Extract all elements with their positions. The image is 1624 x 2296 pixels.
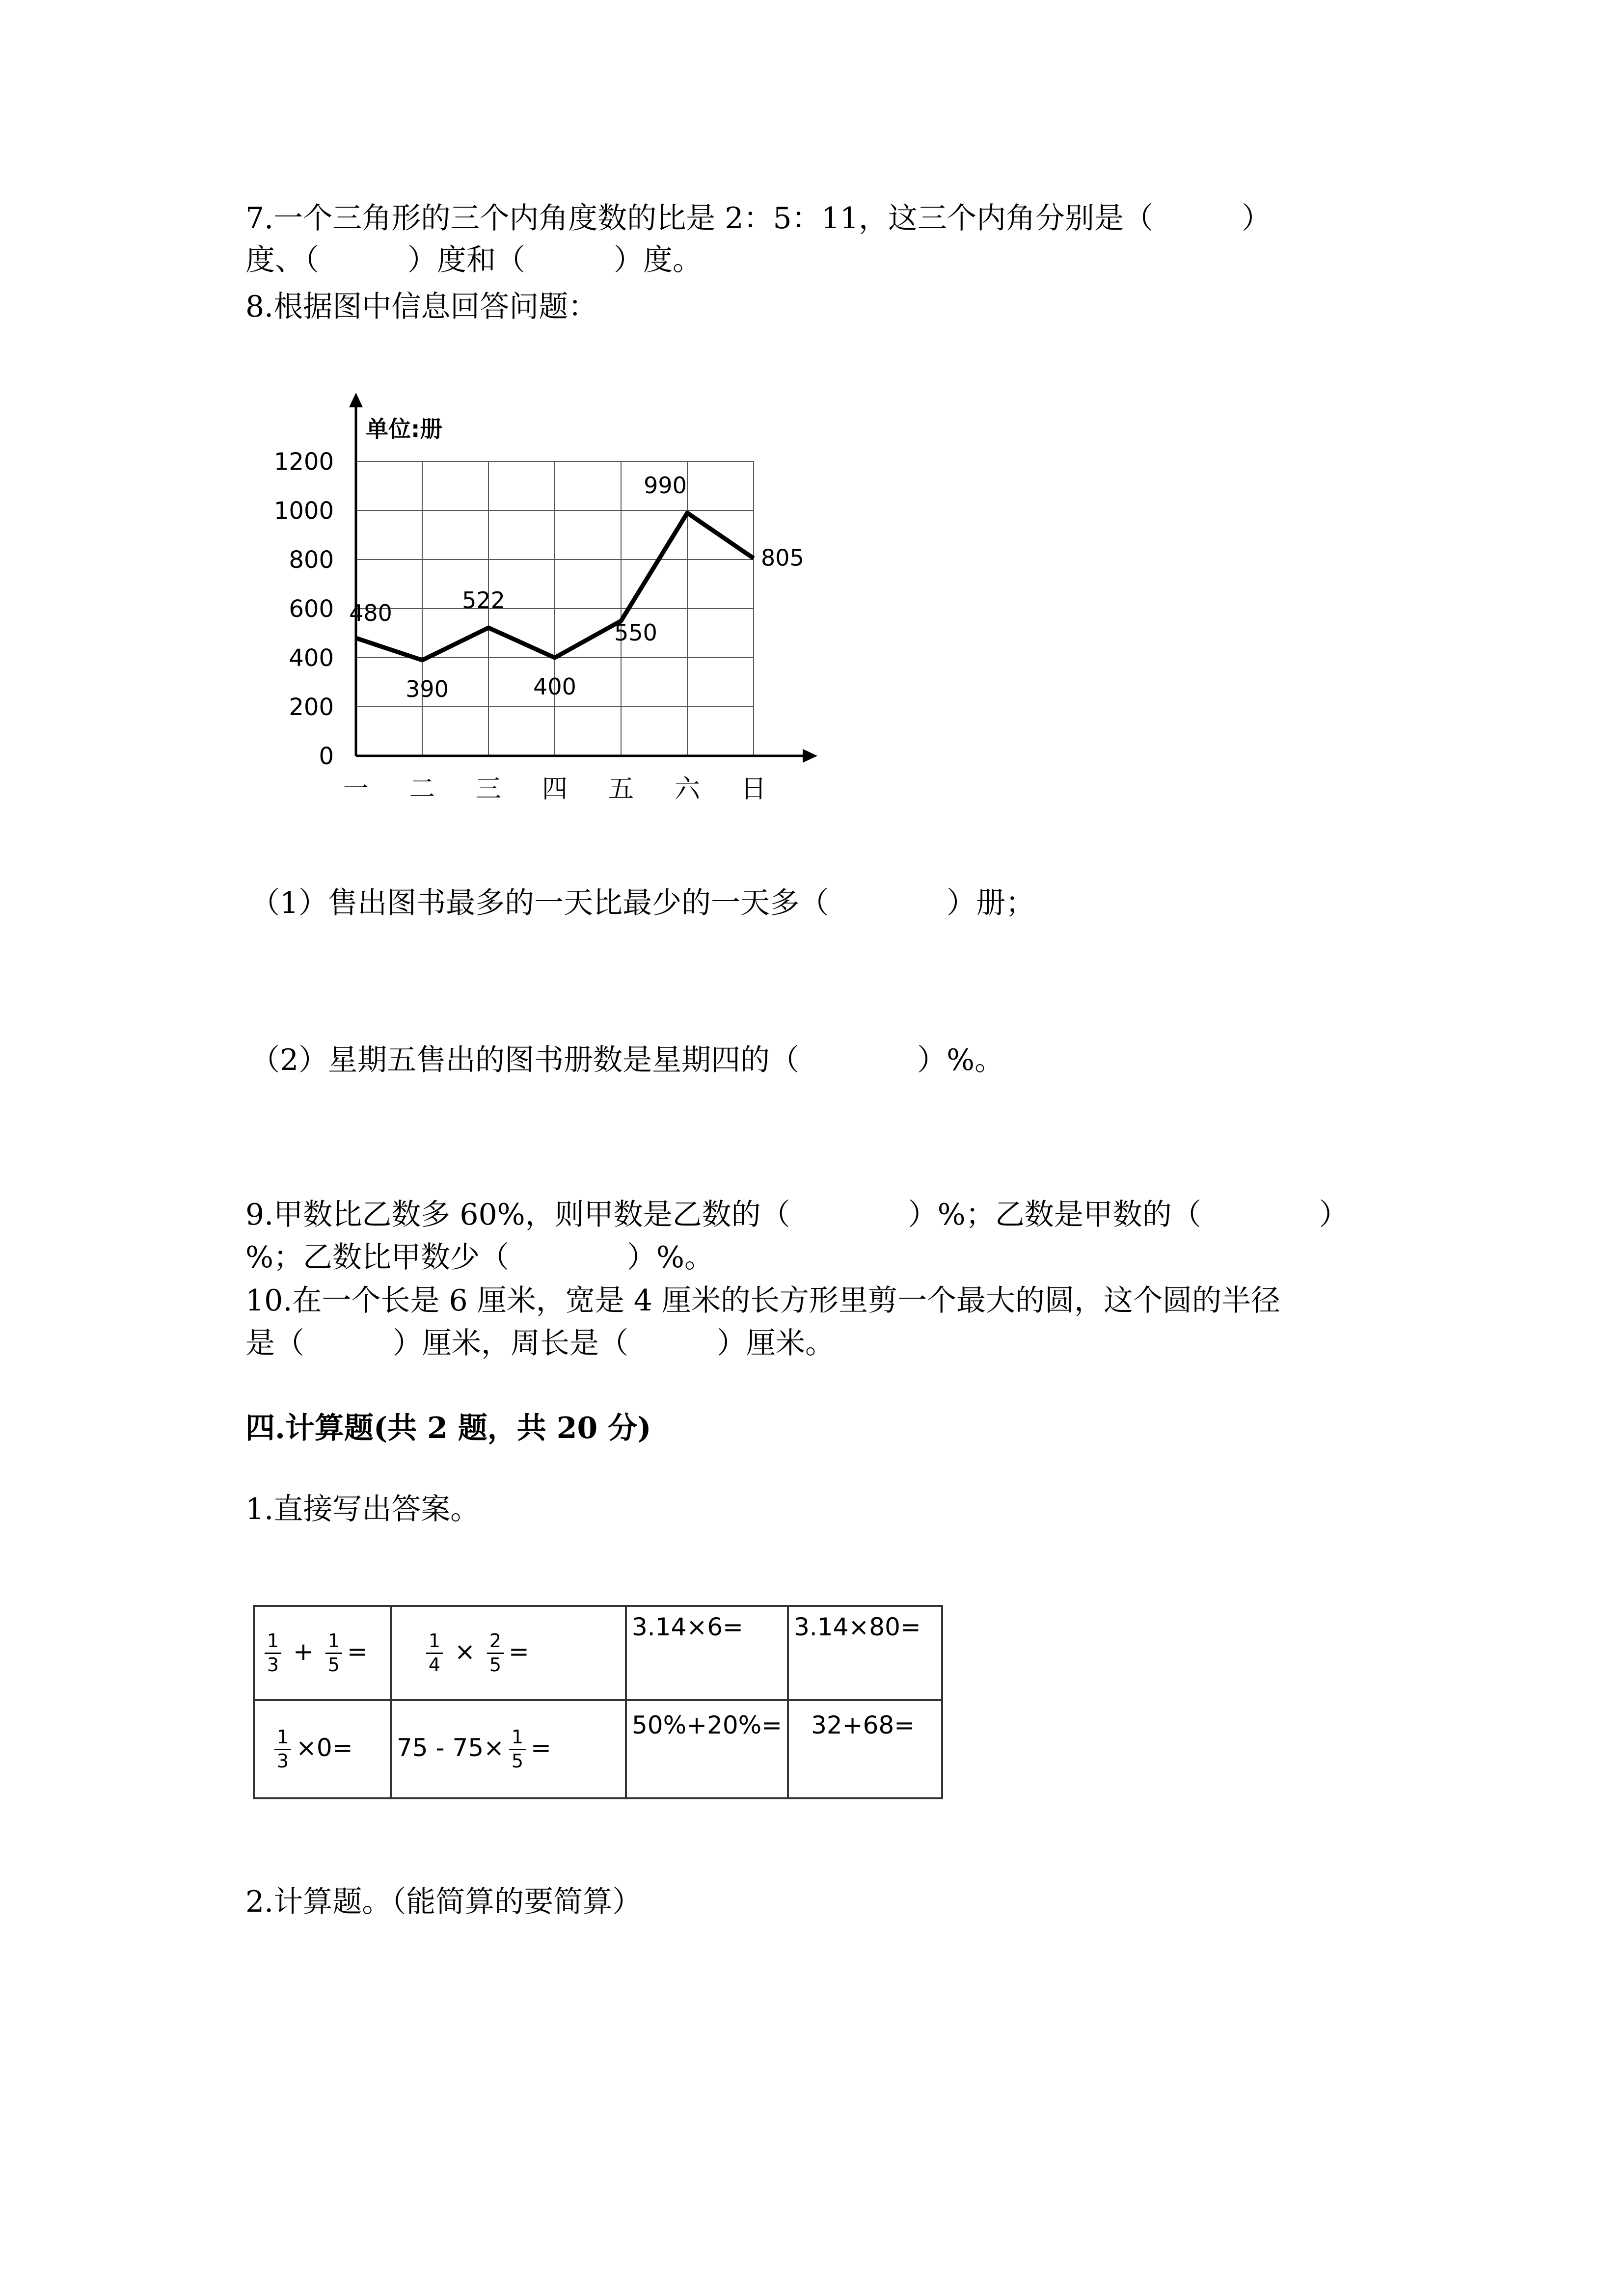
x-tick-label: 一 (343, 774, 369, 804)
table-row (254, 1606, 942, 1700)
fraction: $\frac{2}{5}$ (487, 1631, 504, 1675)
q7-line-2: 度、（ ）度和（ ）度。 (245, 243, 702, 277)
fraction: $\frac{1}{5}$ (509, 1728, 526, 1771)
x-axis-arrow (803, 749, 817, 763)
y-tick-label: 400 (289, 644, 334, 672)
direct-answer-table (253, 1605, 943, 1799)
table-cell-r1c3: 3.14×6= (626, 1606, 788, 1700)
data-label: 400 (533, 673, 576, 700)
x-tick-label: 六 (674, 774, 701, 804)
data-label: 480 (349, 600, 392, 626)
table-cell-r1c1: $\frac{1}{3}$ + $\frac{1}{5}$ = (254, 1606, 391, 1700)
x-tick-labels (343, 774, 766, 804)
y-axis-arrow (349, 393, 363, 407)
section-4-heading: 四.计算题(共 2 题，共 20 分) (245, 1411, 651, 1445)
data-label: 522 (462, 587, 505, 614)
data-labels (349, 472, 804, 702)
fraction: $\frac{1}{5}$ (325, 1631, 342, 1675)
data-label: 990 (644, 472, 687, 499)
data-label: 805 (761, 544, 804, 571)
q9-line-2: %；乙数比甲数少（ ）%。 (245, 1240, 714, 1275)
q9-line-1: 9.甲数比乙数多 60%，则甲数是乙数的（ ）%；乙数是甲数的（ ） (245, 1198, 1349, 1232)
q7-line-1: 7.一个三角形的三个内角度数的比是 2：5：11，这三个内角分别是（ ） (245, 201, 1272, 236)
table-cell-r1c4: 3.14×80= (788, 1606, 942, 1700)
fraction: $\frac{1}{3}$ (265, 1631, 281, 1675)
table-row (254, 1700, 942, 1798)
y-tick-label: 800 (289, 546, 334, 574)
y-tick-labels (274, 448, 334, 770)
chart-grid (356, 461, 754, 756)
x-tick-label: 日 (740, 774, 767, 804)
x-tick-label: 五 (608, 774, 634, 804)
q8-sub-1: （1）售出图书最多的一天比最少的一天多（ ）册； (250, 886, 1035, 920)
data-label: 550 (614, 619, 657, 646)
y-tick-label: 200 (289, 694, 334, 721)
x-tick-label: 三 (475, 774, 502, 804)
fraction: $\frac{1}{3}$ (274, 1728, 291, 1771)
q10-line-2: 是（ ）厘米，周长是（ ）厘米。 (245, 1326, 835, 1361)
q10-line-1: 10.在一个长是 6 厘米，宽是 4 厘米的长方形里剪一个最大的圆，这个圆的半径 (245, 1283, 1281, 1318)
fraction: $\frac{1}{4}$ (426, 1631, 443, 1675)
q8-prompt: 8.根据图中信息回答问题： (245, 290, 598, 324)
table-cell-r1c2: $\frac{1}{4}$ × $\frac{2}{5}$ = (391, 1606, 626, 1700)
table-cell-r2c2: 75 - 75× $\frac{1}{5}$ = (391, 1700, 626, 1798)
x-tick-label: 二 (409, 774, 435, 804)
y-tick-label: 0 (319, 743, 334, 770)
y-tick-label: 1200 (273, 448, 334, 476)
table-cell-r2c3: 50%+20%= (626, 1700, 788, 1798)
table-cell-r2c4: 32+68= (788, 1700, 942, 1798)
unit-label: 单位:册 (366, 416, 443, 442)
table-cell-r2c1: $\frac{1}{3}$ ×0= (254, 1700, 391, 1798)
y-tick-label: 1000 (273, 497, 334, 525)
calc-q1-prompt: 1.直接写出答案。 (245, 1492, 480, 1526)
q8-sub-2: （2）星期五售出的图书册数是星期四的（ ）%。 (250, 1043, 1004, 1077)
calc-q2-prompt: 2.计算题。（能简算的要简算） (245, 1885, 642, 1919)
book-sales-line-chart (265, 383, 825, 825)
y-tick-label: 600 (289, 595, 334, 623)
x-tick-label: 四 (541, 774, 568, 804)
data-label: 390 (406, 676, 449, 702)
